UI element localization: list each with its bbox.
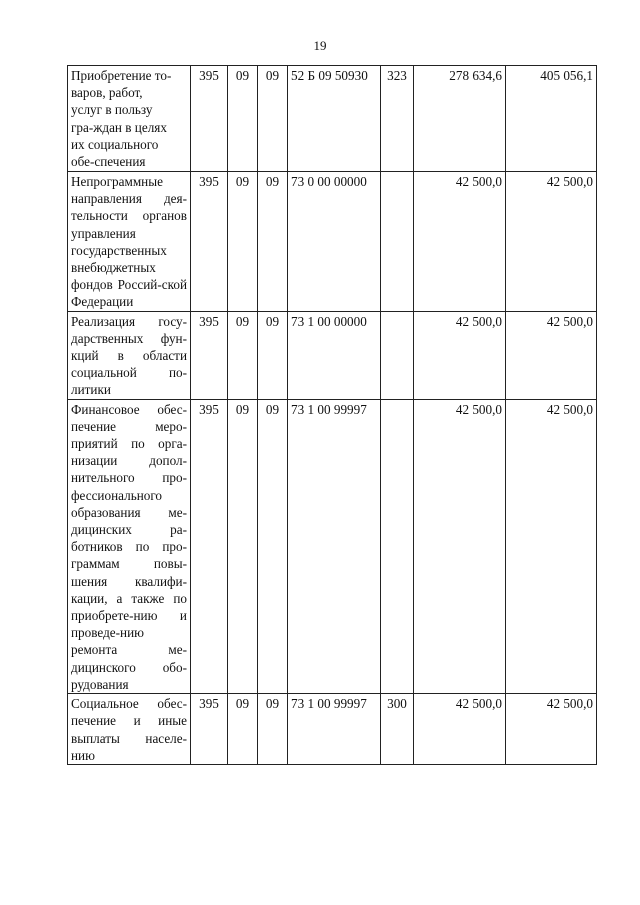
row-sum1-cell: 42 500,0 — [414, 311, 506, 399]
row-pr-cell: 09 — [258, 311, 288, 399]
row-gr-cell: 395 — [191, 399, 228, 693]
row-pr-cell: 09 — [258, 694, 288, 765]
table-body — [68, 66, 597, 765]
row-rz-cell: 09 — [228, 694, 258, 765]
row-vr-cell — [381, 311, 414, 399]
row-cs-cell: 73 1 00 99997 — [288, 694, 381, 765]
row-name-cell: Реализация госу-дарственных фун-кций в области социальной по-литики — [68, 311, 191, 399]
row-sum1-cell: 278 634,6 — [414, 66, 506, 172]
row-rz-cell: 09 — [228, 311, 258, 399]
table-row — [68, 694, 597, 765]
table-row — [68, 399, 597, 693]
table-row — [68, 172, 597, 312]
row-name-cell: Приобретение то- варов, работ, услуг в пользу гра-ждан в целях их социального обе-спечения — [68, 66, 191, 172]
row-sum1-cell: 42 500,0 — [414, 399, 506, 693]
row-gr-cell: 395 — [191, 694, 228, 765]
row-gr-cell: 395 — [191, 66, 228, 172]
row-sum2-cell: 42 500,0 — [506, 399, 597, 693]
row-vr-cell — [381, 399, 414, 693]
row-rz-cell: 09 — [228, 172, 258, 312]
row-sum2-cell: 42 500,0 — [506, 172, 597, 312]
row-sum1-cell: 42 500,0 — [414, 694, 506, 765]
table-row — [68, 311, 597, 399]
row-pr-cell: 09 — [258, 66, 288, 172]
row-rz-cell: 09 — [228, 399, 258, 693]
budget-table — [67, 65, 597, 765]
row-name-cell: Финансовое обес-печение меро-приятий по орга-низации допол-нительного про-фессионального образования ме-дицинских ра-ботников по про-граммам повы-шения квалифи-кации, а также по приобрете-нию и проведе-нию ремонта ме-дицинского обо-рудования — [68, 399, 191, 693]
row-cs-cell: 73 0 00 00000 — [288, 172, 381, 312]
row-vr-cell — [381, 172, 414, 312]
row-name-cell: Непрограммные направления дея-тельности органов управления государственных внебюджетных фондов Россий-ской Федерации — [68, 172, 191, 312]
table-row — [68, 66, 597, 172]
row-gr-cell: 395 — [191, 311, 228, 399]
row-cs-cell: 73 1 00 00000 — [288, 311, 381, 399]
row-sum2-cell: 42 500,0 — [506, 311, 597, 399]
row-vr-cell: 323 — [381, 66, 414, 172]
row-rz-cell: 09 — [228, 66, 258, 172]
row-pr-cell: 09 — [258, 399, 288, 693]
row-sum2-cell: 405 056,1 — [506, 66, 597, 172]
row-pr-cell: 09 — [258, 172, 288, 312]
row-sum2-cell: 42 500,0 — [506, 694, 597, 765]
page-number: 19 — [313, 38, 327, 53]
row-gr-cell: 395 — [191, 172, 228, 312]
row-vr-cell: 300 — [381, 694, 414, 765]
row-cs-cell: 52 Б 09 50930 — [288, 66, 381, 172]
row-name-cell: Социальное обес-печение и иные выплаты населе-нию — [68, 694, 191, 765]
row-sum1-cell: 42 500,0 — [414, 172, 506, 312]
row-cs-cell: 73 1 00 99997 — [288, 399, 381, 693]
